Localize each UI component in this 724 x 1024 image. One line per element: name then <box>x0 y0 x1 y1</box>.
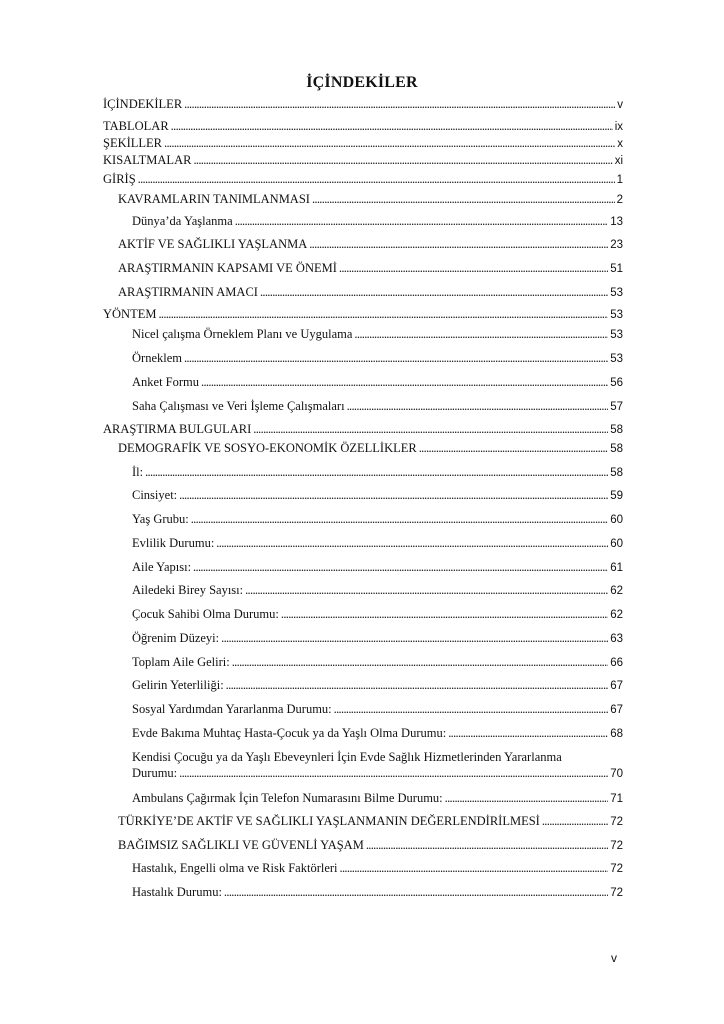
dot-leader <box>179 765 608 781</box>
toc-entry[interactable] <box>118 261 623 277</box>
toc-entry[interactable] <box>118 285 623 301</box>
toc-entry[interactable] <box>118 814 623 830</box>
toc-entry-label: Sosyal Yardımdan Yararlanma Durumu: <box>132 702 332 716</box>
toc-entry-page: 66 <box>610 657 623 669</box>
dot-leader <box>542 814 608 829</box>
toc-entry-label: Evde Bakıma Muhtaç Hasta-Çocuk ya da Yaşlı Olma Durumu: <box>132 726 447 740</box>
dot-leader <box>193 153 612 168</box>
dot-leader <box>193 560 608 575</box>
toc-entry-label: KAVRAMLARIN TANIMLANMASI <box>118 192 310 206</box>
toc-entry-page: 70 <box>610 768 623 780</box>
toc-entry-label: Hastalık Durumu: <box>132 885 222 899</box>
toc-entry-label: Kendisi Çocuğu ya da Yaşlı Ebeveynleri İçin Evde Sağlık Hizmetlerinden Yararlanma <box>132 750 562 764</box>
toc-entry-label: ARAŞTIRMA BULGULARI <box>103 422 252 436</box>
toc-entry-page: 60 <box>610 514 623 526</box>
toc-entry-label: Hastalık, Engelli olma ve Risk Faktörleri <box>132 861 338 875</box>
toc-entry-label: ARAŞTIRMANIN AMACI <box>118 285 258 299</box>
toc-entry-label: Toplam Aile Geliri: <box>132 655 230 669</box>
toc-entry[interactable] <box>132 465 623 481</box>
toc-entry-page: 72 <box>610 816 623 828</box>
dot-leader <box>366 838 608 853</box>
dot-leader <box>232 655 608 670</box>
dot-leader <box>158 307 608 322</box>
toc-entry[interactable] <box>132 351 623 367</box>
toc-entry-label: Yaş Grubu: <box>132 512 189 526</box>
toc-entry[interactable] <box>132 791 623 807</box>
toc-entry-label: Cinsiyet: <box>132 488 178 502</box>
toc-entry-page: 53 <box>610 353 623 365</box>
toc-entry-page: 63 <box>610 633 623 645</box>
toc-entry[interactable] <box>103 97 623 113</box>
toc-entry-page: 62 <box>610 585 623 597</box>
toc-entry[interactable] <box>132 702 623 718</box>
dot-leader <box>164 136 615 151</box>
toc-entry[interactable] <box>103 119 623 135</box>
toc-entry[interactable] <box>132 512 623 528</box>
toc-entry-page: 57 <box>610 401 623 413</box>
toc-entry[interactable] <box>118 441 623 457</box>
page-number: v <box>611 951 617 965</box>
toc-entry-page: 67 <box>610 704 623 716</box>
toc-entry-label: Örneklem <box>132 351 182 365</box>
dot-leader <box>226 678 609 693</box>
toc-entry[interactable] <box>132 536 623 552</box>
dot-leader <box>224 885 608 900</box>
dot-leader <box>253 422 608 437</box>
dot-leader <box>354 327 608 342</box>
toc-entry-page: 1 <box>616 174 623 186</box>
toc-entry-page: 2 <box>616 194 623 206</box>
toc-entry-page: 62 <box>610 609 623 621</box>
toc-entry-label: KISALTMALAR <box>103 153 192 167</box>
toc-entry[interactable] <box>132 583 623 599</box>
toc-entry-page: 13 <box>610 216 623 228</box>
dot-leader <box>309 237 608 252</box>
toc-entry-page: 68 <box>610 728 623 740</box>
dot-leader <box>201 375 608 390</box>
dot-leader <box>184 351 608 366</box>
toc-entry-label: DEMOGRAFİK VE SOSYO-EKONOMİK ÖZELLİKLER <box>118 441 417 455</box>
toc-entry-label: AKTİF VE SAĞLIKLI YAŞLANMA <box>118 237 308 251</box>
dot-leader <box>221 631 608 646</box>
toc-entry[interactable] <box>103 422 623 438</box>
toc-entry-label: Ailedeki Birey Sayısı: <box>132 583 244 597</box>
toc-entry-label: Dünya’da Yaşlanma <box>132 214 233 228</box>
dot-leader <box>260 285 608 300</box>
toc-entry-page: 51 <box>610 263 623 275</box>
toc-entry-label: ARAŞTIRMANIN KAPSAMI VE ÖNEMİ <box>118 261 337 275</box>
toc-entry[interactable] <box>132 214 623 230</box>
toc-entry-label: ŞEKİLLER <box>103 136 163 150</box>
toc-entry[interactable] <box>132 399 623 415</box>
toc-entry[interactable] <box>132 607 623 623</box>
dot-leader <box>312 192 615 207</box>
toc-entry-page: 53 <box>610 287 623 299</box>
toc-entry[interactable] <box>118 838 623 854</box>
toc-entry-label: Anket Formu <box>132 375 200 389</box>
toc-entry-page: 58 <box>610 467 623 479</box>
toc-entry-page: 23 <box>610 239 623 251</box>
toc-entry[interactable] <box>132 678 623 694</box>
toc-entry-label: Ambulans Çağırmak İçin Telefon Numarasını Bilme Durumu: <box>132 791 443 805</box>
toc-entry-page: 72 <box>610 840 623 852</box>
toc-entry-page: 60 <box>610 538 623 550</box>
toc-entry[interactable] <box>132 655 623 671</box>
toc-entry-page: 72 <box>610 887 623 899</box>
dot-leader <box>171 119 613 134</box>
dot-leader <box>419 441 608 456</box>
toc-entry[interactable] <box>132 375 623 391</box>
toc-entry[interactable] <box>103 172 623 188</box>
toc-entry[interactable] <box>132 327 623 343</box>
toc-entry[interactable] <box>118 192 623 208</box>
toc-entry[interactable] <box>132 560 623 576</box>
toc-entry[interactable] <box>132 749 623 782</box>
dot-leader <box>138 172 615 187</box>
dot-leader <box>179 488 608 503</box>
toc-entry[interactable] <box>132 726 623 742</box>
toc-entry-label: Çocuk Sahibi Olma Durumu: <box>132 607 279 621</box>
toc-entry-label: GİRİŞ <box>103 172 136 186</box>
dot-leader <box>145 465 608 480</box>
toc-entry-page: 58 <box>610 424 623 436</box>
dot-leader <box>235 214 609 229</box>
toc-entry-label: TÜRKİYE’DE AKTİF VE SAĞLIKLI YAŞLANMANIN DEĞERLENDİRİLMESİ <box>118 814 540 828</box>
dot-leader <box>340 861 609 876</box>
toc-entry-label: Nicel çalışma Örneklem Planı ve Uygulama <box>132 327 353 341</box>
toc-entry-label: Evlilik Durumu: <box>132 536 215 550</box>
toc-entry[interactable] <box>132 885 623 901</box>
toc-entry-label: TABLOLAR <box>103 119 169 133</box>
toc-entry-page: 67 <box>610 680 623 692</box>
toc-entry[interactable] <box>103 307 623 323</box>
dot-leader <box>448 726 608 741</box>
toc-entry-label: Gelirin Yeterliliği: <box>132 678 224 692</box>
dot-leader <box>184 97 615 112</box>
toc-entry-label: Öğrenim Düzeyi: <box>132 631 220 645</box>
toc-entry-label: İÇİNDEKİLER <box>103 97 183 111</box>
toc-entry-page: 53 <box>610 329 623 341</box>
toc-entry-page: ix <box>614 121 623 133</box>
toc-entry-label: YÖNTEM <box>103 307 157 321</box>
dot-leader <box>281 607 608 622</box>
dot-leader <box>334 702 609 717</box>
dot-leader <box>445 791 609 806</box>
toc-entry[interactable] <box>103 136 623 152</box>
toc-entry[interactable] <box>118 237 623 253</box>
toc-entry-page: xi <box>614 155 623 167</box>
toc-entry-label: Aile Yapısı: <box>132 560 192 574</box>
toc-entry-page: 61 <box>610 562 623 574</box>
toc-entry-page: 59 <box>610 490 623 502</box>
toc-entry-page: 56 <box>610 377 623 389</box>
dot-leader <box>347 399 609 414</box>
toc-entry-page: 71 <box>610 793 623 805</box>
page-title: İÇİNDEKİLER <box>306 74 418 91</box>
toc-entry-label: Saha Çalışması ve Veri İşleme Çalışmaları <box>132 399 345 413</box>
toc-entry-page: 58 <box>610 443 623 455</box>
toc-entry[interactable] <box>132 488 623 504</box>
toc-entry[interactable] <box>132 861 623 877</box>
toc-entry-label: BAĞIMSIZ SAĞLIKLI VE GÜVENLİ YAŞAM <box>118 838 364 852</box>
toc-entry-page: v <box>617 99 623 111</box>
toc-entry-page: 53 <box>610 309 623 321</box>
toc-entry-label: İl: <box>132 465 144 479</box>
toc-entry-label-continued: Durumu: <box>132 766 178 780</box>
dot-leader <box>245 583 608 598</box>
toc-entry[interactable] <box>132 631 623 647</box>
toc-entry[interactable] <box>103 153 623 169</box>
toc-entry-page: x <box>617 138 623 150</box>
dot-leader <box>216 536 608 551</box>
dot-leader <box>339 261 608 276</box>
dot-leader <box>191 512 608 527</box>
toc-entry-page: 72 <box>610 863 623 875</box>
